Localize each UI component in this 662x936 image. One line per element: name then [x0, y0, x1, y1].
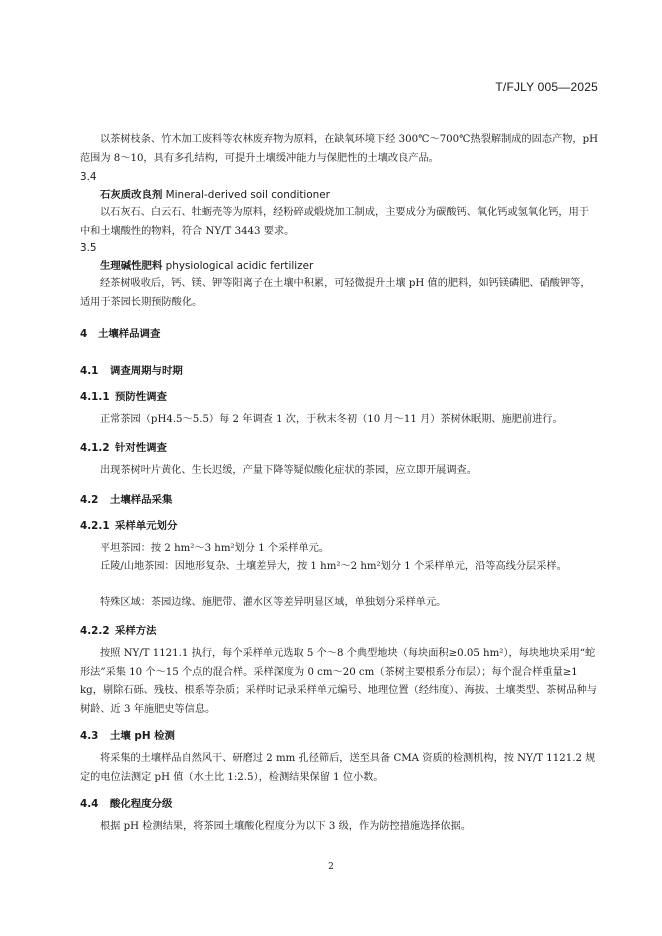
- page-number: 2: [328, 862, 334, 872]
- section-number: 4.1: [80, 365, 99, 377]
- section-4-4-heading: [80, 795, 172, 810]
- section-title: 采样方法: [115, 625, 157, 637]
- section-number: 4.2.2: [80, 625, 110, 637]
- term-3-4-title-zh: 石灰质改良剂: [100, 189, 163, 201]
- term-3-5-title-en: physiological acidic fertilizer: [165, 260, 314, 272]
- section-number: 4.1.1: [80, 391, 110, 403]
- section-4-2-1-item: 丘陵/山地茶园：因地形复杂、土壤差异大，按 1 hm²～2 hm²划分 1 个采样单元，沿等高线分层采样。: [100, 561, 567, 572]
- section-4-2-1-item: 特殊区域：茶园边缘、施肥带、灌水区等差异明显区域，单独划分采样单元。: [100, 597, 447, 608]
- standard-code: T/FJLY 005—2025: [495, 80, 598, 94]
- section-4-1-1-text: 正常茶园（pH4.5～5.5）每 2 年调查 1 次，于秋末冬初（10 月～11 月）茶树休眠期、施肥前进行。: [100, 414, 563, 425]
- section-4-2-heading: [80, 491, 172, 506]
- term-3-4-definition: 以石灰石、白云石、牡蛎壳等为原料，经粉碎或煅烧加工制成，主要成分为碳酸钙、氧化钙或氢氧化钙，用于中和土壤酸性的物料，符合 NY/T 3443 要求。: [80, 207, 589, 237]
- term-3-5-title-zh: 生理碱性肥料: [100, 260, 163, 272]
- section-title: 土壤样品采集: [110, 494, 173, 506]
- section-4-1-1-heading: [80, 388, 167, 403]
- section-4-3-heading: [80, 727, 175, 742]
- section-4-1-2-heading: [80, 439, 167, 454]
- section-4-1-heading: [80, 362, 183, 377]
- section-4-2-1-heading: [80, 517, 177, 532]
- section-title: 酸化程度分级: [110, 798, 173, 810]
- section-number: 4.2.1: [80, 520, 110, 532]
- section-4-1-2-text: 出现茶树叶片黄化、生长迟缓，产量下降等疑似酸化症状的茶园，应立即开展调查。: [100, 465, 477, 476]
- section-4-4-text: 根据 pH 检测结果，将茶园土壤酸化程度分为以下 3 级，作为防控措施选择依据。: [100, 821, 472, 832]
- term-3-3-definition: 以茶树枝条、竹木加工废料等农林废弃物为原料，在缺氧环境下经 300℃～700℃热裂解制成的固态产物，pH 范围为 8～10，具有多孔结构，可提升土壤缓冲能力与保肥性的土壤改良产品。: [80, 134, 599, 164]
- section-number: 4.2: [80, 494, 99, 506]
- section-title: 土壤样品调查: [98, 328, 161, 340]
- section-number: 4: [80, 328, 88, 340]
- section-4-heading: [80, 325, 160, 340]
- term-3-5-title: [80, 257, 598, 276]
- section-number: 4.4: [80, 798, 99, 810]
- section-4-2-2-text: 按照 NY/T 1121.1 执行，每个采样单元选取 5 个～8 个典型地块（每块面积≥0.05 hm²），每块地块采用“蛇形法”采集 10 个～15 个点的混合样。采样深度为 0 cm～20 cm（茶树主要根系分布层）；每个混合样重量≥1 kg，剔除石砾、残枝、根系等杂质；采样时记录采样单元编号、地理位置（经纬度）、海拔、土壤类型、茶树品种与树龄、近 3 年施肥史等信息。: [80, 648, 597, 715]
- term-3-5-number: 3.5: [80, 242, 97, 254]
- section-number: 4.1.2: [80, 442, 110, 454]
- section-title: 土壤 pH 检测: [110, 730, 175, 742]
- section-4-3-text: 将采集的土壤样品自然风干、研磨过 2 mm 孔径筛后，送至具备 CMA 资质的检测机构，按 NY/T 1121.2 规定的电位法测定 pH 值（水土比 1:2.5），检测结果保留 1 位小数。: [80, 753, 596, 783]
- section-4-2-1-item: 平坦茶园：按 2 hm²～3 hm²划分 1 个采样单元。: [100, 543, 330, 554]
- term-3-4-title-en: Mineral-derived soil conditioner: [165, 189, 330, 201]
- term-3-4-number: 3.4: [80, 171, 97, 183]
- section-title: 预防性调查: [115, 391, 167, 403]
- section-title: 调查周期与时期: [110, 365, 183, 377]
- section-title: 针对性调查: [115, 442, 167, 454]
- section-number: 4.3: [80, 730, 99, 742]
- section-title: 采样单元划分: [115, 520, 178, 532]
- term-3-5-definition: 经茶树吸收后，钙、镁、钾等阳离子在土壤中积累，可轻微提升土壤 pH 值的肥料，如钙镁磷肥、硝酸钾等，适用于茶园长期预防酸化。: [80, 278, 591, 308]
- section-4-2-2-heading: [80, 622, 157, 637]
- term-3-4-title: [80, 186, 598, 205]
